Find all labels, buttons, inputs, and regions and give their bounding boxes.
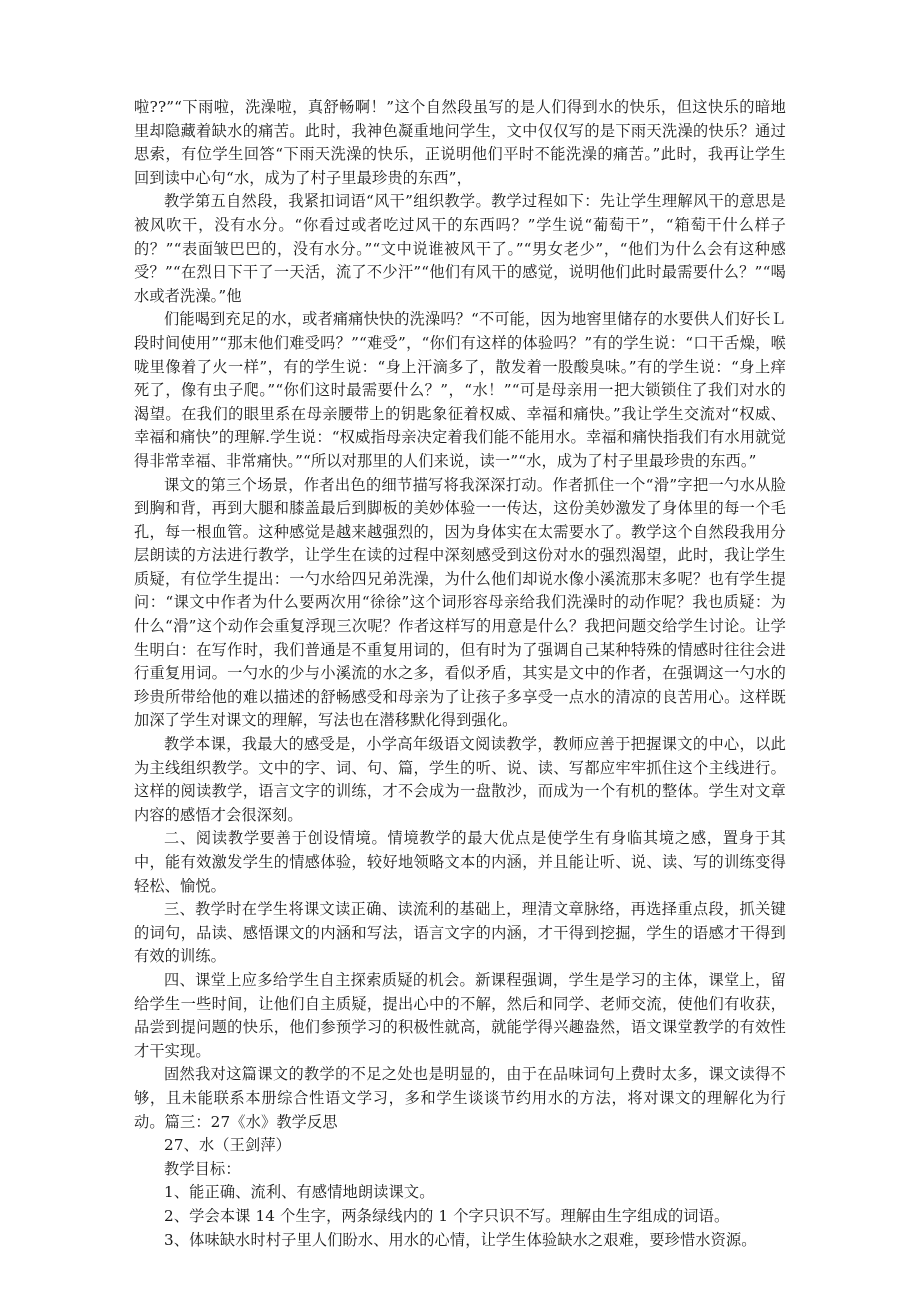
- goal-item-2: 2、学会本课 14 个生字，两条绿线内的 1 个字只识不写。理解由生字组成的词语。: [164, 1206, 730, 1225]
- paragraph-5: 教学本课，我最大的感受是，小学高年级语文阅读教学，教师应善于把握课文的中心，以此为主线组织教学。文中的字、词、句、篇，学生的听、说、读、写都应牢牢抓住这个主线进行。这样的阅读教学，语言文字的训练，才不会成为一盘散沙，而成为一个有机的整体。学生对文章内容的感悟才会很深刻。: [134, 735, 786, 824]
- lesson-heading: 27、水（王剑萍）: [164, 1136, 291, 1155]
- paragraph-6: 二、阅读教学要善于创设情境。情境教学的最大优点是使学生有身临其境之感，置身于其中，能有效激发学生的情感体验，较好地领略文本的内涵，并且能让听、说、读、写的训练变得轻松、愉悦。: [134, 829, 786, 895]
- goal-item-1: 1、能正确、流利、有感情地朗读课文。: [164, 1183, 435, 1202]
- paragraph-9: 固然我对这篇课文的教学的不足之处也是明显的，由于在品味词句上费时太多，课文读得不够，且未能联系本册综合性语文学习，多和学生谈谈节约用水的方法，将对课文的理解化为行动。篇三：27《水》教学反思: [134, 1065, 786, 1131]
- goals-label: 教学目标：: [164, 1159, 241, 1178]
- lesson-section: [134, 1134, 786, 1252]
- paragraph-3: 们能喝到充足的水，或者痛痛快快的洗澡吗？“不可能，因为地窖里储存的水要供人们好长Ｌ段时间使用”“那末他们难受吗？”“难受”，“你们有这样的体验吗？”有的学生说：“口干舌燥，喉咙里像着了火一样”，有的学生说：“身上汗滴多了，散发着一股酸臭味。”有的学生说：“身上痒死了，像有虫子爬。”“你们这时最需要什么？”，“水！”“可是母亲用一把大锁锁住了我们对水的渴望。在我们的眼里系在母亲腰带上的钥匙象征着权威、幸福和痛快。”我让学生交流对“权威、幸福和痛快”的理解.学生说：“权威指母亲决定着我们能不能用水。幸福和痛快指我们有水用就觉得非常幸福、非常痛快。”“所以对那里的人们来说，读一”“水，成为了村子里最珍贵的东西。”: [134, 310, 786, 470]
- goal-item-3: 3、体味缺水时村子里人们盼水、用水的心情，让学生体验缺水之艰难，要珍惜水资源。: [164, 1230, 757, 1249]
- paragraph-1: 啦??”“下雨啦，洗澡啦，真舒畅啊！”这个自然段虽写的是人们得到水的快乐，但这快乐的暗地里却隐藏着缺水的痛苦。此时，我神色凝重地问学生，文中仅仅写的是下雨天洗澡的快乐？通过思索，有位学生回答“下雨天洗澡的快乐，正说明他们平时不能洗澡的痛苦。”此时，我再让学生回到读中心句“水，成为了村子里最珍贵的东西”，: [134, 98, 786, 187]
- paragraph-7: 三、教学时在学生将课文读正确、读流利的基础上，理清文章脉络，再选择重点段，抓关键的词句，品读、感悟课文的内涵和写法，语言文字的内涵，才干得到挖掘，学生的语感才干得到有效的训练。: [134, 900, 786, 966]
- paragraph-4: 课文的第三个场景，作者出色的细节描写将我深深打动。作者抓住一个“滑”字把一勺水从脸到胸和背，再到大腿和膝盖最后到脚板的美妙体验一一传达，这份美妙激发了身体里的每一个毛孔，每一根血管。这种感觉是越来越强烈的，因为身体实在太需要水了。教学这个自然段我用分层朗读的方法进行教学，让学生在读的过程中深刻感受到这份对水的强烈渴望，此时，我让学生质疑，有位学生提出：一勺水给四兄弟洗澡，为什么他们却说水像小溪流那末多呢？也有学生提问：“课文中作者为什么要两次用“徐徐”这个词形容母亲给我们洗澡时的动作呢？我也质疑：为什么“滑”这个动作会重复浮现三次呢？作者这样写的用意是什么？我把问题交给学生讨论。让学生明白：在写作时，我们普通是不重复用词的，但有时为了强调自己某种特殊的情感时往往会进行重复用词。一勺水的少与小溪流的水之多，看似矛盾，其实是文中的作者，在强调这一勺水的珍贵所带给他的难以描述的舒畅感受和母亲为了让孩子多享受一点水的清凉的良苦用心。这样既加深了学生对课文的理解，写法也在潜移默化得到强化。: [134, 475, 786, 730]
- paragraph-8: 四、课堂上应多给学生自主探索质疑的机会。新课程强调，学生是学习的主体，课堂上，留给学生一些时间，让他们自主质疑，提出心中的不解，然后和同学、老师交流，使他们有收获，品尝到提问题的快乐，他们参预学习的积极性就高，就能学得兴趣盎然，语文课堂教学的有效性才干实现。: [134, 970, 786, 1060]
- document-page: [134, 96, 786, 1252]
- paragraph-2: 教学第五自然段，我紧扣词语“风干”组织教学。教学过程如下：先让学生理解风干的意思是被风吹干，没有水分。“你看过或者吃过风干的东西吗？”学生说“葡萄干”，“箱萄干什么样子的？”“表面皱巴巴的，没有水分。”“文中说谁被风干了。”“男女老少”，“他们为什么会有这种感受？”“在烈日下干了一天活，流了不少汗”“他们有风干的感觉，说明他们此时最需要什么？”“喝水或者洗澡。”他: [134, 192, 786, 305]
